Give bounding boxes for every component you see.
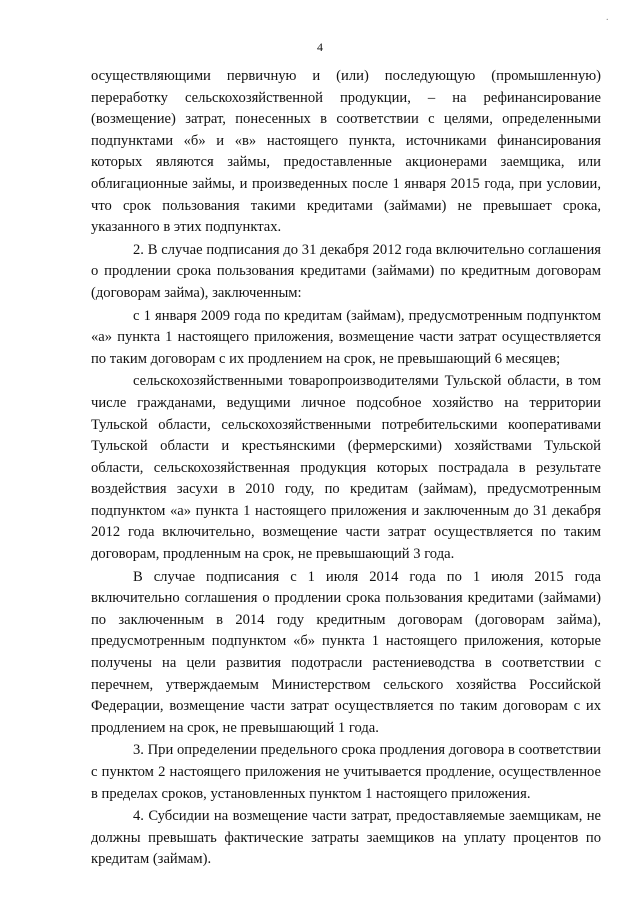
document-body (91, 66, 601, 871)
paragraph-item-2-sub-1: с 1 января 2009 года по кредитам (займам), предусмотренным подпунктом «а» пункта 1 настоящего приложения, возмещение части затрат осуществляется по таким договорам с их продлением на срок, не превышающий 6 месяцев; (91, 307, 601, 367)
page-number: 4 (317, 40, 323, 54)
paragraph-item-3: 3. При определении предельного срока продления договора в соответствии с пунктом 2 настоящего приложения не учитывается продление, осуществленное в пределах сроков, установленных пунктом 1 настоящего приложения. (91, 742, 601, 802)
paragraph-continuation: осуществляющими первичную и (или) последующую (промышленную) переработку сельскохозяйственной продукции, – на рефинансирование (возмещение) затрат, понесенных в соответствии с целями, определенными подпунктами «б» и «в» настоящего пункта, источниками финансирования которых являются займы, предоставленные акционерами заемщика, или облигационные займы, и произведенных после 1 января 2015 года, при условии, что срок пользования такими кредитами (займами) не превышает срока, указанного в этих подпунктах. (91, 68, 601, 236)
paragraph-item-2-sub-2: сельскохозяйственными товаропроизводителями Тульской области, в том числе гражданами, ведущими личное подсобное хозяйство на территории Тульской области, сельскохозяйственными потребительскими кооперативами Тульской области и крестьянскими (фермерскими) хозяйствами Тульской области, сельскохозяйственная продукция которых пострадала в результате воздействия засухи в 2010 году, по кредитам (займам), предусмотренным подпунктом «а» пункта 1 настоящего приложения и заключенным до 31 декабря 2012 года включительно, возмещение части затрат осуществляется по таким договорам, продленным на срок, не превышающий 3 года. (91, 373, 601, 563)
corner-mark: . (606, 12, 609, 23)
paragraph-item-2-extra: В случае подписания с 1 июля 2014 года по 1 июля 2015 года включительно соглашения о продлении срока пользования кредитами (займами) по заключенным в 2014 году кредитным договорам (договорам займа), предусмотренным подпунктом «б» пункта 1 настоящего приложения, которые получены на цели развития подотрасли растениеводства в соответствии с перечнем, утверждаемым Министерством сельского хозяйства Российской Федерации, возмещение части затрат осуществляется по таким договорам с их продлением на срок, не превышающий 1 года. (91, 568, 601, 736)
paragraph-item-2: 2. В случае подписания до 31 декабря 2012 года включительно соглашения о продлении срока пользования кредитами (займами) по кредитным договорам (договорам займа), заключенным: (91, 241, 601, 301)
paragraph-item-4: 4. Субсидии на возмещение части затрат, предоставляемые заемщикам, не должны превышать фактические затраты заемщиков на уплату процентов по кредитам (займам). (91, 808, 601, 868)
